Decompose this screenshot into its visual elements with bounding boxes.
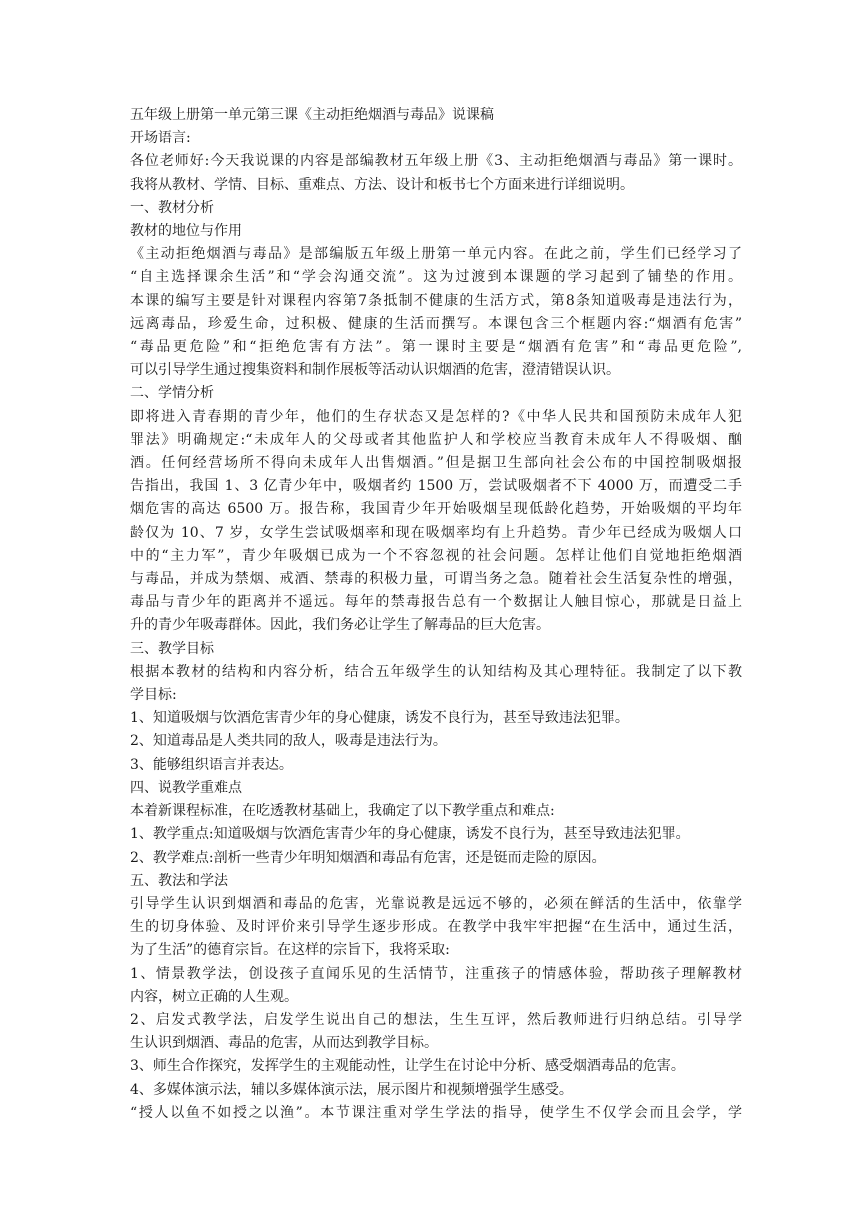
paragraph-line: 告指出，我国 1、3 亿青少年中，吸烟者约 1500 万，尝试吸烟者不下 4000 万，而遭受二手 (130, 478, 742, 495)
list-item: 4、多媒体演示法，辅以多媒体演示法，展示图片和视频增强学生感受。 (130, 1081, 573, 1098)
paragraph-line: 可以引导学生通过搜集资料和制作展板等活动认识烟酒的危害，澄清错误认识。 (130, 362, 620, 379)
section-heading: 四、说教学重难点 (130, 779, 242, 796)
paragraph-line: 各位老师好:今天我说课的内容是部编教材五年级上册《3、主动拒绝烟酒与毒品》第一课时。 (130, 153, 742, 170)
section-opening-label: 开场语言: (130, 130, 191, 147)
section-heading: 二、学情分析 (130, 385, 214, 402)
section-heading: 一、教材分析 (130, 199, 214, 216)
paragraph-line: 我将从教材、学情、目标、重难点、方法、设计和板书七个方面来进行详细说明。 (130, 176, 634, 193)
paragraph-line: 学目标: (130, 687, 177, 704)
list-item: 2、知道毒品是人类共同的敌人，吸毒是违法行为。 (130, 733, 447, 750)
paragraph-line: 升的青少年吸毒群体。因此，我们务必让学生了解毒品的巨大危害。 (130, 617, 550, 634)
paragraph-line: 烟危害的高达 6500 万。报告称，我国青少年开始吸烟呈现低龄化趋势，开始吸烟的平均年 (130, 501, 742, 518)
list-item: 3、能够组织语言并表达。 (130, 756, 293, 773)
paragraph-line: 引导学生认识到烟酒和毒品的危害，光靠说教是远远不够的，必须在鲜活的生活中，依靠学 (130, 895, 742, 912)
list-item: 2、教学难点:剖析一些青少年明知烟酒和毒品有危害，还是铤而走险的原因。 (130, 849, 606, 866)
list-item: 1、知道吸烟与饮酒危害青少年的身心健康，诱发不良行为，甚至导致违法犯罪。 (130, 710, 629, 727)
list-item: 3、师生合作探究，发挥学生的主观能动性，让学生在讨论中分析、感受烟酒毒品的危害。 (130, 1058, 685, 1075)
paragraph-line: 远离毒品，珍爱生命，过积极、健康的生活而撰写。本课包含三个框题内容:“烟酒有危害” (130, 315, 742, 332)
paragraph-line: 《主动拒绝烟酒与毒品》是部编版五年级上册第一单元内容。在此之前，学生们已经学习了 (130, 246, 742, 263)
list-item: 1、情景教学法，创设孩子直闻乐见的生活情节，注重孩子的情感体验，帮助孩子理解教材 (130, 965, 742, 982)
subsection-heading: 教材的地位与作用 (130, 223, 242, 240)
paragraph-line: 根据本教材的结构和内容分析，结合五年级学生的认知结构及其心理特征。我制定了以下教 (130, 663, 742, 680)
section-heading: 三、教学目标 (130, 640, 214, 657)
list-item: 1、教学重点:知道吸烟与饮酒危害青少年的身心健康，诱发不良行为，甚至导致违法犯罪。 (130, 826, 690, 843)
document-title: 五年级上册第一单元第三课《主动拒绝烟酒与毒品》说课稿 (130, 107, 494, 123)
paragraph-line: “毒品更危险”和“拒绝危害有方法”。第一课时主要是“烟酒有危害”和“毒品更危险”, (130, 339, 742, 356)
paragraph-line: 中的“主力军”，青少年吸烟已成为一个不容忽视的社会问题。怎样让他们自觉地拒绝烟酒 (130, 547, 742, 564)
paragraph-line: “授人以鱼不如授之以渔”。本节课注重对学生学法的指导，使学生不仅学会而且会学，学 (130, 1104, 742, 1121)
list-item-continuation: 内容，树立正确的人生观。 (130, 988, 298, 1005)
section-heading: 五、教法和学法 (130, 872, 228, 889)
paragraph-line: 酒。任何经营场所不得向未成年人出售烟酒。”但是据卫生部向社会公布的中国控制吸烟报 (130, 455, 742, 472)
paragraph-line: 罪法》明确规定:“未成年人的父母或者其他监护人和学校应当教育未成年人不得吸烟、酗 (130, 431, 742, 448)
paragraph-line: 毒品与青少年的距离并不遥远。每年的禁毒报告总有一个数据让人触目惊心，那就是日益上 (130, 594, 742, 611)
list-item-continuation: 生认识到烟酒、毒品的危害，从而达到教学目标。 (130, 1035, 438, 1052)
list-item: 2、启发式教学法，启发学生说出自己的想法，生生互评，然后教师进行归纳总结。引导学 (130, 1011, 742, 1028)
paragraph-line: 生的切身体验、及时评价来引导学生逐步形成。在教学中我牢牢把握“在生活中，通过生活， (130, 919, 742, 936)
paragraph-line: 为了生活”的德育宗旨。在这样的宗旨下，我将采取: (130, 942, 450, 959)
paragraph-line: “自主选择课余生活”和“学会沟通交流”。这为过渡到本课题的学习起到了铺垫的作用。 (130, 269, 742, 286)
paragraph-line: 即将进入青春期的青少年，他们的生存状态又是怎样的?《中华人民共和国预防未成年人犯 (130, 408, 742, 425)
paragraph-line: 本课的编写主要是针对课程内容第7条抵制不健康的生活方式，第8条知道吸毒是违法行为， (130, 292, 742, 309)
paragraph-line: 本着新课程标准，在吃透教材基础上，我确定了以下教学重点和难点: (130, 803, 555, 820)
paragraph-line: 与毒品，并成为禁烟、戒酒、禁毒的积极力量，可谓当务之急。随着社会生活复杂性的增强， (130, 571, 742, 588)
paragraph-line: 龄仅为 10、7 岁，女学生尝试吸烟率和现在吸烟率均有上升趋势。青少年已经成为吸烟人口 (130, 524, 742, 541)
document-page (130, 104, 742, 1125)
